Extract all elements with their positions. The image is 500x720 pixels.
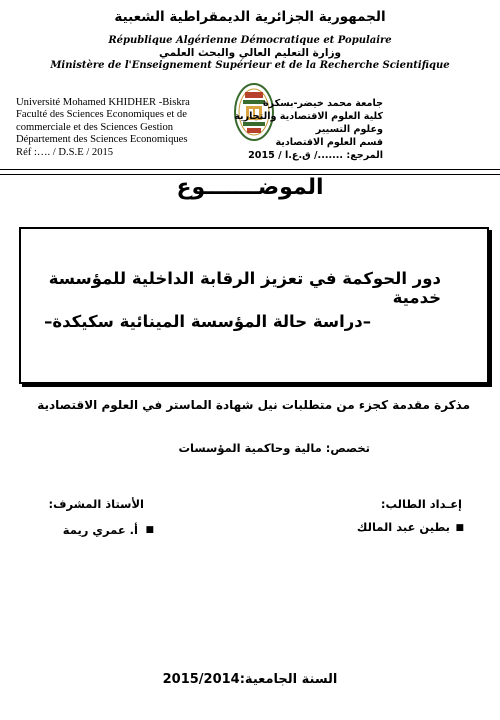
subject-heading: الموضـــــــوع	[176, 175, 324, 200]
department-name-ar: قسم العلوم الاقتصادية	[275, 137, 383, 148]
department-name-fr: Département des Sciences Economiques	[16, 134, 188, 146]
faculty-name-ar: كلية العلوم الاقتصادية والتجارية	[234, 111, 383, 122]
university-name-fr: Université Mohamed KHIDHER -Biskra	[16, 97, 190, 108]
supervisor-name: أ. عمري ريمة	[62, 523, 138, 537]
institution-block-fr	[16, 97, 226, 159]
student-bullet: ■	[455, 523, 464, 533]
memo-statement: مذكرة مقدمة كجزء من متطلبات نيل شهادة الماستر في العلوم الاقتصادية	[37, 398, 470, 412]
reference-ar: المرجع: ......./ ق.ع.ا / 2015	[248, 150, 383, 161]
republic-title-fr: République Algérienne Démocratique et Populaire	[108, 35, 392, 46]
student-name: بطين عبد المالك	[356, 520, 450, 534]
student-label: إعـداد الطالب:	[380, 497, 462, 511]
supervisor-bullet: ■	[145, 525, 154, 535]
academic-year: السنة الجامعية:2015/2014	[162, 672, 338, 687]
specialization: تخصص: مالية وحاكمية المؤسسات	[178, 441, 370, 455]
faculty-name-fr-cont: commerciale et des Sciences Gestion	[16, 121, 174, 133]
faculty-name-ar-cont: وعلوم التسيير	[315, 124, 383, 135]
faculty-name-fr: Faculté des Sciences Economiques et de	[16, 109, 187, 121]
reference-fr: Réf :…. / D.S.E / 2015	[16, 146, 114, 158]
republic-title-ar: الجمهورية الجزائرية الديمقراطية الشعبية	[114, 9, 386, 25]
institution-block-ar	[208, 97, 383, 162]
thesis-title-box	[19, 227, 489, 384]
supervisor-label: الأستاذ المشرف:	[48, 497, 144, 511]
thesis-title-line-1: دور الحوكمة في تعزيز الرقابة الداخلية للمؤسسة خدمية	[48, 269, 441, 307]
university-name-ar: جامعة محمد خيضر-بسكرة	[262, 98, 383, 109]
thesis-title-line-2: –دراسة حالة المؤسسة المينائية سكيكدة–	[44, 312, 371, 331]
ministry-title-ar: وزارة التعليم العالي والبحث العلمي	[158, 47, 342, 59]
ministry-title-fr: Ministère de l'Enseignement Supérieur et de la Recherche Scientifique	[50, 60, 450, 71]
